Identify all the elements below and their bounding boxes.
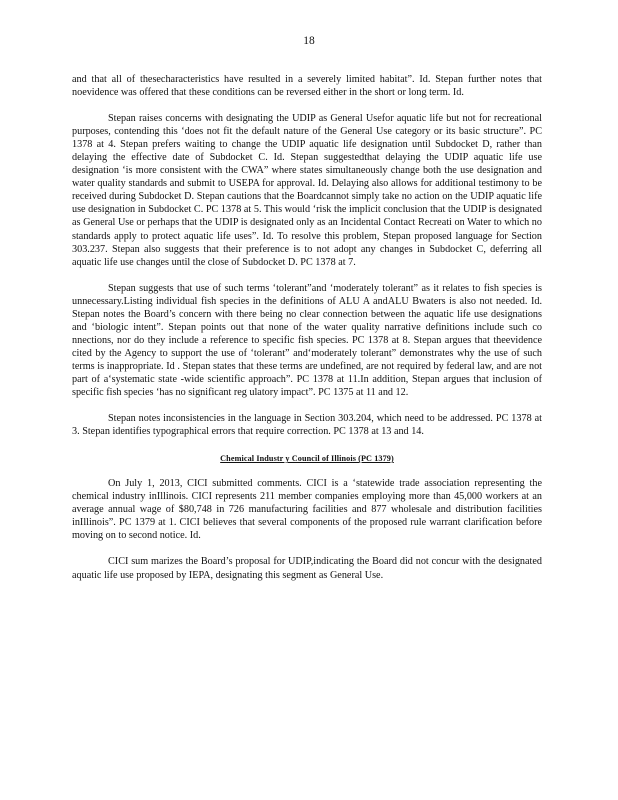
paragraph-stepan-inconsistencies: Stepan notes inconsistencies in the language in Section 303.204, which need to be addressed. PC 1378 at 3. Stepan identifies typographical errors that require correction. PC 1378 at 13 and 14. [72,413,542,438]
section-heading-cici: Chemical Industr y Council of Illinois (PC 1379) [220,454,394,464]
paragraph-stepan-udip-designation: Stepan raises concerns with designating the UDIP as General Usefor aquatic life but not for recreational purposes, contending this ‘does not fit the default nature of the General Use category or its basic structure”. PC 1378 at 4. Stepan prefers waiting to change the UDIP aquatic life designation until Subdocket D, rather than delaying the effective date of Subdocket C. Id. Stepan suggestedthat delaying the UDIP aquatic life use designation ‘is more consistent with the CWA” where states simultaneously change both the use designation and water quality standards and submit to USEPA for approval. Id. Delaying also allows for additional testimony to be received during Subdocket D. Stepan cautions that the Boardcannot simply take no action on the UDIP aquatic life use designation in Subdocket C. PC 1378 at 5. This would ‘risk the implicit conclusion that the UDIP is designated as General Use or perhaps that the UDIP is designated only as an Incidental Contact Recreati on Water to which no standards apply to protect aquatic life uses”. Id. To resolve this problem, Stepan proposed language for Section 303.237. Stepan also suggests that their preference is to not adopt any changes in Subdocket C, deferring all aquatic life use changes until the close of Subdocket D. PC 1378 at 7. [72,113,542,268]
paragraph-stepan-tolerant-terms: Stepan suggests that use of such terms ‘tolerant”and ‘moderately tolerant” as it relates to fish species is unnecessary.Listing individual fish species in the definitions of ALU A andALU Bwaters is also not needed. Id. Stepan notes the Board’s concern with there being no clear connection between the aquatic life use designations and ‘biologic intent”. Stepan points out that none of the water quality narrative definitions include such co nnections, nor do they include a reference to specific fish species. PC 1378 at 8. Stepan argues that theevidence cited by the Agency to support the use of ‘tolerant” and‘moderately tolerant” demonstrates why the use of such terms is inappropriate. Id . Stepan states that these terms are undefined, are not required by federal law, and are not part of a‘systematic state -wide scientific approach”. PC 1378 at 11.In addition, Stepan argues that inclusion of specific fish species ‘has no significant reg ulatory impact”. PC 1375 at 11 and 12. [72,282,542,399]
paragraph-cici-comments: On July 1, 2013, CICI submitted comments. CICI is a ‘statewide trade association representing the chemical industry inIllinois. CICI represents 211 member companies employing more than 45,000 workers at an average annual wage of $80,748 in 726 manufacturing facilities and 877 wholesale and distribution facilities inIllinois”. PC 1379 at 1. CICI believes that several components of the proposed rule warrant clarification before moving on to second notice. Id. [72,478,542,542]
page-number: 18 [303,35,315,47]
page-body [72,73,542,595]
paragraph-cici-summary: CICI sum marizes the Board’s proposal for UDIP,indicating the Board did not concur with the designated aquatic life use proposed by IEPA, designating this segment as General Use. [72,556,542,581]
paragraph-habitat-continuation: and that all of thesecharacteristics have resulted in a severely limited habitat”. Id. Stepan further notes that noevidence was offered that these conditions can be reversed either in the short or long term. Id. [72,74,542,99]
